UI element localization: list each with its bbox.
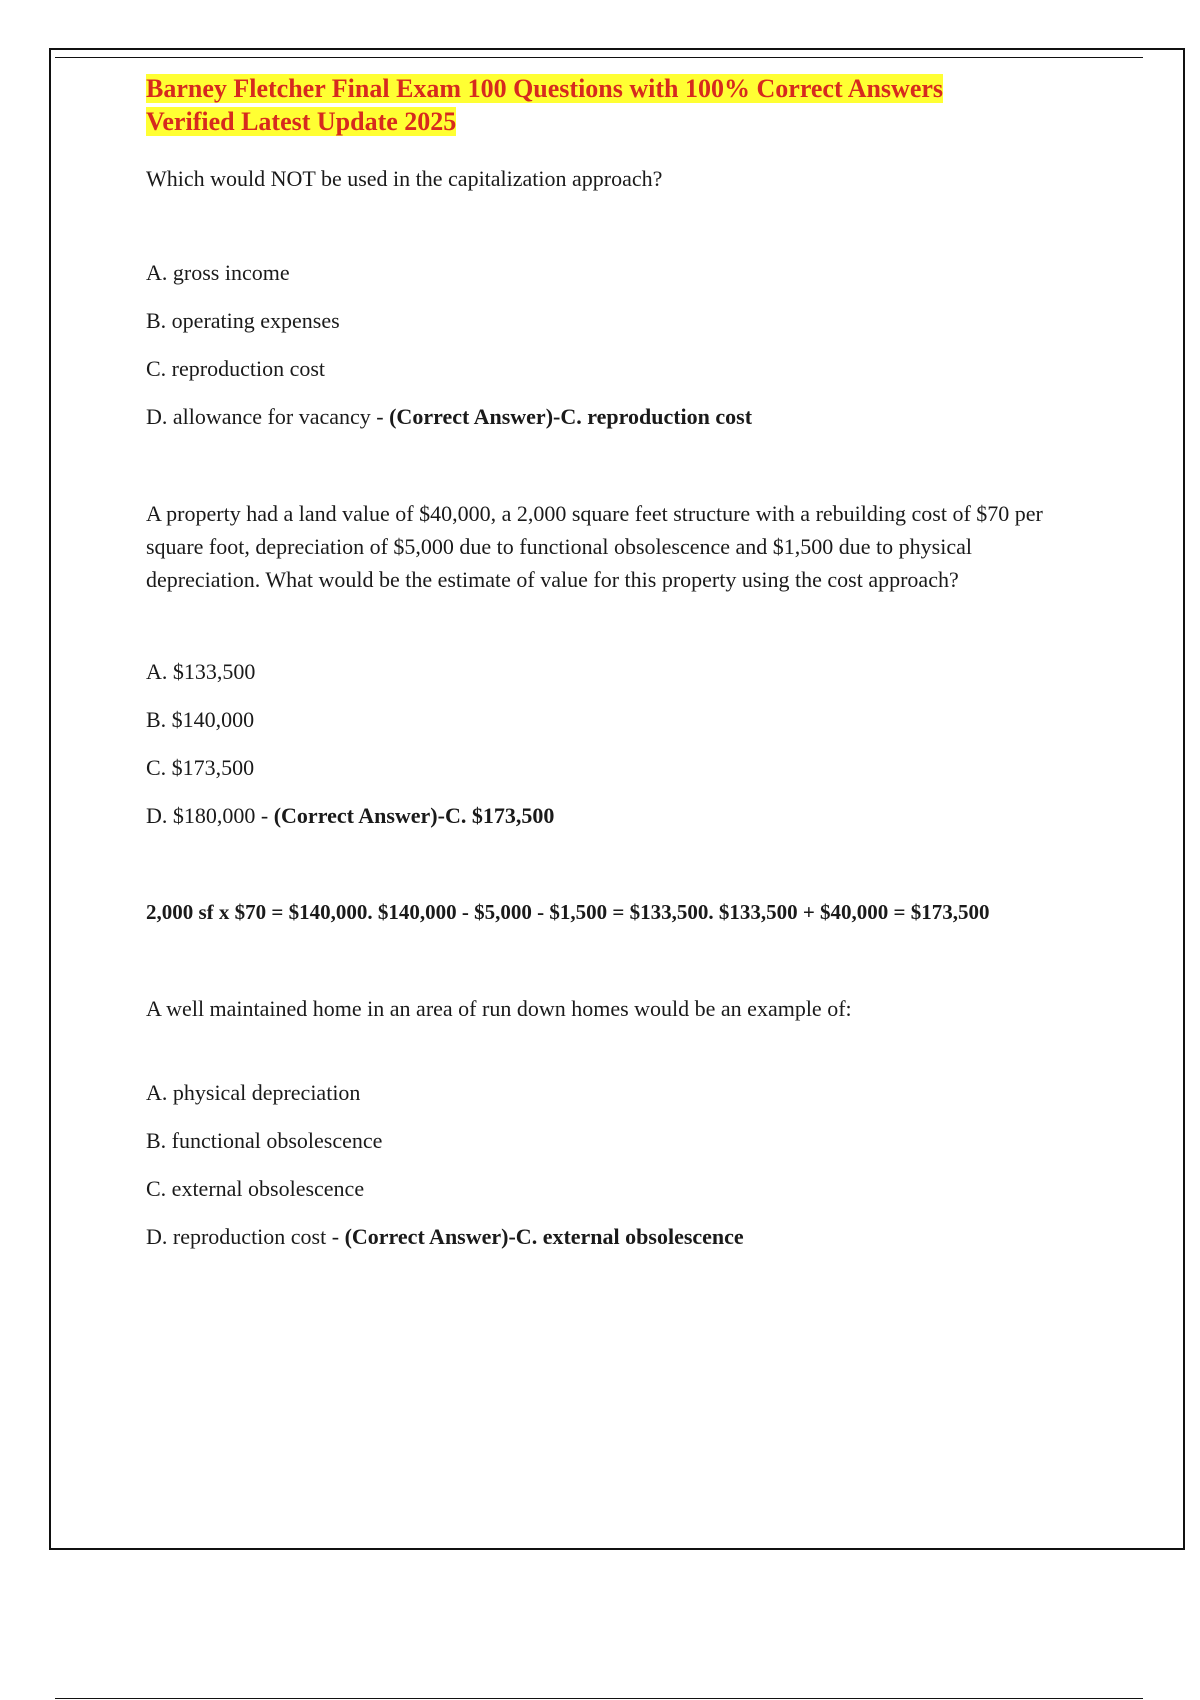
- question-2-option-d-text: D. $180,000 -: [146, 803, 274, 828]
- question-3-correct-answer: (Correct Answer)-C. external obsolescence: [344, 1224, 744, 1249]
- question-3-options: [146, 1077, 1086, 1253]
- question-1-option-d: [146, 401, 1086, 433]
- question-1-option-d-text: D. allowance for vacancy -: [146, 404, 390, 429]
- question-2-options: [146, 656, 1086, 832]
- question-1-option-a: A. gross income: [146, 260, 290, 285]
- question-3-text: A well maintained home in an area of run down homes would be an example of:: [146, 996, 852, 1021]
- question-2-correct-answer: (Correct Answer)-C. $173,500: [273, 803, 555, 828]
- question-3-option-c: C. external obsolescence: [146, 1176, 365, 1201]
- bottom-rule: [55, 1698, 1143, 1699]
- question-3-option-b: B. functional obsolescence: [146, 1128, 383, 1153]
- question-2-explanation: 2,000 sf x $70 = $140,000. $140,000 - $5,000 - $1,500 = $133,500. $133,500 + $40,000 = $173,500: [146, 900, 990, 924]
- document-title: [146, 72, 1086, 138]
- question-1-option-b: B. operating expenses: [146, 308, 340, 333]
- question-3-option-a: A. physical depreciation: [146, 1080, 361, 1105]
- question-2-text: A property had a land value of $40,000, a 2,000 square feet structure with a rebuilding cost of $70 per square foot, depreciation of $5,000 due to functional obsolescence and $1,500 due to physical depreciation. What would be the estimate of value for this property using the cost approach?: [146, 501, 1043, 592]
- question-1-options: [146, 257, 1086, 433]
- document-content: [146, 72, 1086, 1269]
- question-2-option-d: [146, 800, 1086, 832]
- question-3-option-d: [146, 1221, 1086, 1253]
- question-1-option-c: C. reproduction cost: [146, 356, 326, 381]
- question-2-option-b: B. $140,000: [146, 707, 255, 732]
- question-2-option-c: C. $173,500: [146, 755, 255, 780]
- question-3-option-d-text: D. reproduction cost -: [146, 1224, 345, 1249]
- top-rule: [55, 57, 1143, 58]
- question-2-option-a: A. $133,500: [146, 659, 256, 684]
- title-line-2: Verified Latest Update 2025: [146, 107, 457, 136]
- question-1-correct-answer: (Correct Answer)-C. reproduction cost: [389, 404, 753, 429]
- question-1-text: Which would NOT be used in the capitalization approach?: [146, 166, 663, 191]
- title-line-1: Barney Fletcher Final Exam 100 Questions with 100% Correct Answers: [146, 74, 944, 103]
